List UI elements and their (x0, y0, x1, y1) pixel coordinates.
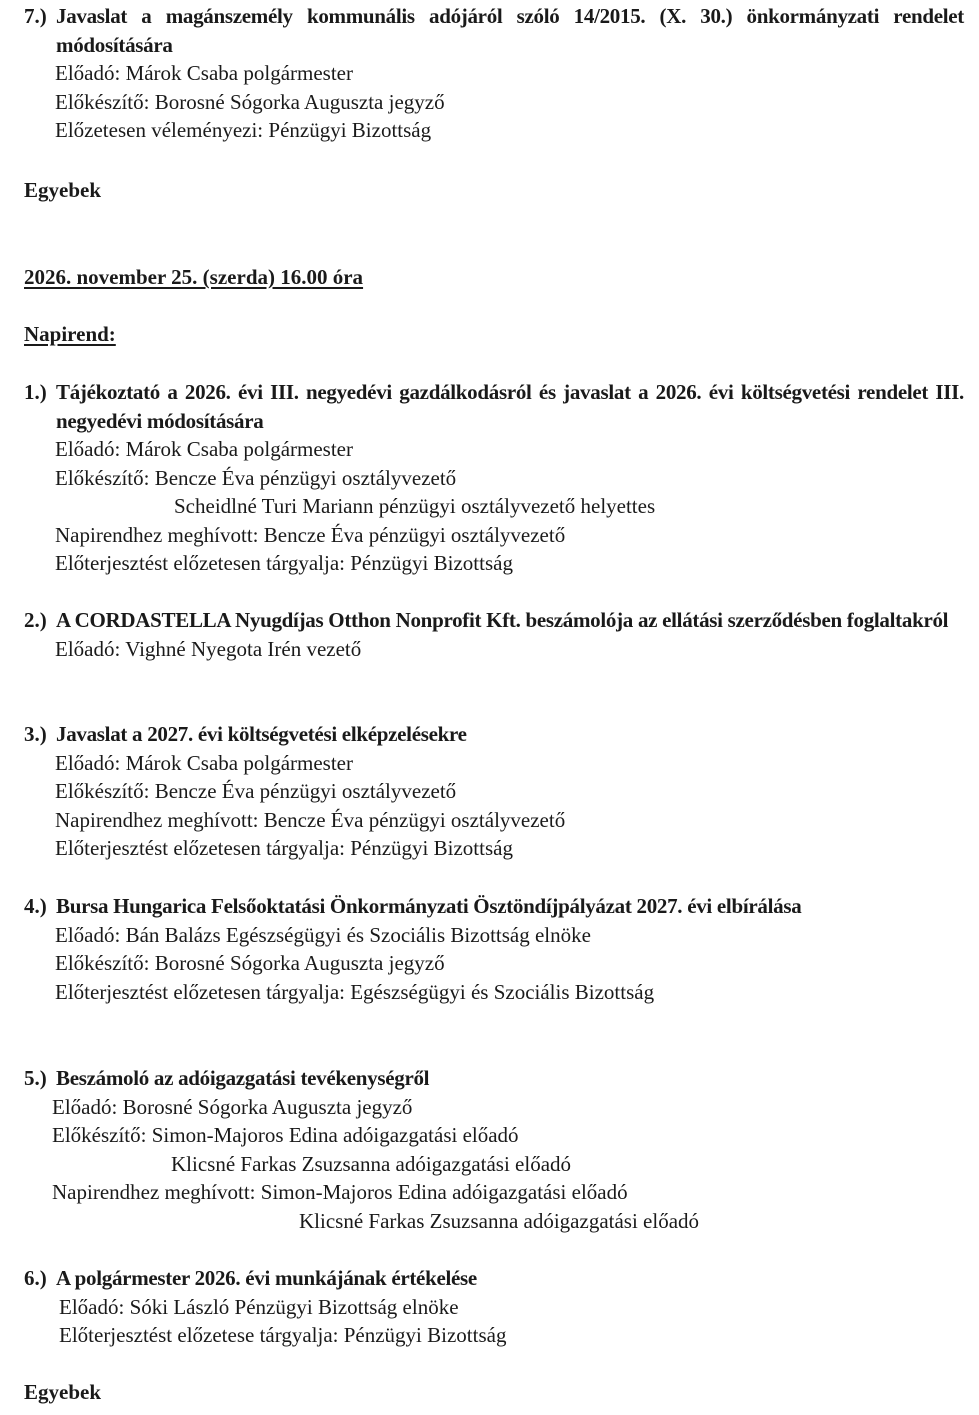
presenter-line: Előadó: Vighné Nyegota Irén vezető (55, 636, 362, 661)
agenda-item-title-text: A polgármester 2026. évi munkájának értékelése (56, 1266, 477, 1290)
agenda-item-1 (24, 378, 964, 578)
agenda-item-title-text: Javaslat a magánszemély kommunális adójáról szóló 14/2015. (X. 30.) önkormányzati rendelet módosítására (56, 4, 964, 57)
presenter-line: Előadó: Márok Csaba polgármester (55, 437, 353, 461)
agenda-item-6 (24, 1264, 964, 1350)
agenda-item-number: 3.) (24, 722, 47, 746)
reviewer-line: Előzetesen véleményezi: Pénzügyi Bizottság (55, 118, 432, 142)
agenda-item-title-text: Beszámoló az adóigazgatási tevékenységről (56, 1066, 430, 1090)
agenda-label: Napirend: (24, 322, 116, 346)
agenda-item-number: 4.) (24, 894, 47, 918)
presenter-line: Előadó: Sóki László Pénzügyi Bizottság elnöke (59, 1294, 459, 1319)
presenter-line: Előadó: Borosné Sógorka Auguszta jegyző (52, 1094, 413, 1119)
agenda-item-title-text: Bursa Hungarica Felsőoktatási Önkormányzati Ösztöndíjpályázat 2027. évi elbírálása (56, 894, 802, 918)
agenda-item-title (24, 606, 964, 635)
agenda-item-title-text: A CORDASTELLA Nyugdíjas Otthon Nonprofit Kft. beszámolója az ellátási szerződésben foglaltakról (56, 608, 949, 632)
preparer-line: Előkészítő: Borosné Sógorka Auguszta jegyző (55, 89, 445, 114)
invited-line: Napirendhez meghívott: Bencze Éva pénzügyi osztályvezető (55, 522, 566, 547)
invited-line-continued (24, 1207, 964, 1236)
discussed-by-line: Előterjesztést előzetesen tárgyalja: Pénzügyi Bizottság (55, 836, 513, 860)
agenda-item-number: 7.) (24, 4, 47, 28)
invited-line: Napirendhez meghívott: Simon-Majoros Edina adóigazgatási előadó (52, 1180, 628, 1204)
invited-line: Napirendhez meghívott: Bencze Éva pénzügyi osztályvezető (55, 807, 566, 832)
agenda-item-number: 5.) (24, 1066, 47, 1090)
agenda-item-number: 2.) (24, 608, 47, 632)
agenda-item-3 (24, 720, 964, 863)
meeting-date-heading: 2026. november 25. (szerda) 16.00 óra (24, 265, 364, 289)
agenda-item-title (24, 2, 964, 59)
other-items-heading: Egyebek (24, 178, 102, 202)
agenda-item-title (24, 378, 964, 435)
preparer-line: Előkészítő: Simon-Majoros Edina adóigazgatási előadó (52, 1123, 519, 1147)
agenda-item-5 (24, 1064, 964, 1235)
agenda-item-title-text: Javaslat a 2027. évi költségvetési elképzelésekre (56, 722, 467, 746)
preparer-name-2: Scheidlné Turi Mariann pénzügyi osztályvezető helyettes (174, 494, 656, 518)
agenda-item-title (24, 892, 964, 921)
discussed-by-line: Előterjesztést előzetesen tárgyalja: Egészségügyi és Szociális Bizottság (55, 979, 655, 1004)
agenda-item-number: 6.) (24, 1266, 47, 1290)
presenter-line: Előadó: Bán Balázs Egészségügyi és Szociális Bizottság elnöke (55, 922, 591, 947)
discussed-by-line: Előterjesztést előzetese tárgyalja: Pénzügyi Bizottság (59, 1323, 507, 1347)
agenda-item-prev-7 (24, 2, 964, 145)
agenda-item-number: 1.) (24, 380, 47, 404)
agenda-item-2 (24, 606, 964, 663)
invited-name-2: Klicsné Farkas Zsuzsanna adóigazgatási előadó (299, 1208, 700, 1233)
preparer-line-continued (24, 492, 964, 521)
presenter-line: Előadó: Márok Csaba polgármester (55, 61, 353, 85)
agenda-item-title-text: Tájékoztató a 2026. évi III. negyedévi gazdálkodásról és javaslat a 2026. évi költségvetési rendelet III. negyedévi módosítására (56, 380, 964, 433)
preparer-line: Előkészítő: Bencze Éva pénzügyi osztályvezető (55, 465, 457, 490)
agenda-item-title (24, 1264, 964, 1293)
agenda-item-title (24, 1064, 964, 1093)
presenter-line: Előadó: Márok Csaba polgármester (55, 750, 353, 775)
discussed-by-line: Előterjesztést előzetesen tárgyalja: Pénzügyi Bizottság (55, 551, 513, 575)
other-items-heading: Egyebek (24, 1380, 102, 1404)
preparer-line: Előkészítő: Borosné Sógorka Auguszta jegyző (55, 951, 445, 975)
agenda-item-4 (24, 892, 964, 1006)
preparer-line-continued (24, 1150, 964, 1179)
preparer-line: Előkészítő: Bencze Éva pénzügyi osztályvezető (55, 779, 457, 803)
agenda-item-title (24, 720, 964, 749)
preparer-name-2: Klicsné Farkas Zsuzsanna adóigazgatási előadó (171, 1151, 572, 1176)
